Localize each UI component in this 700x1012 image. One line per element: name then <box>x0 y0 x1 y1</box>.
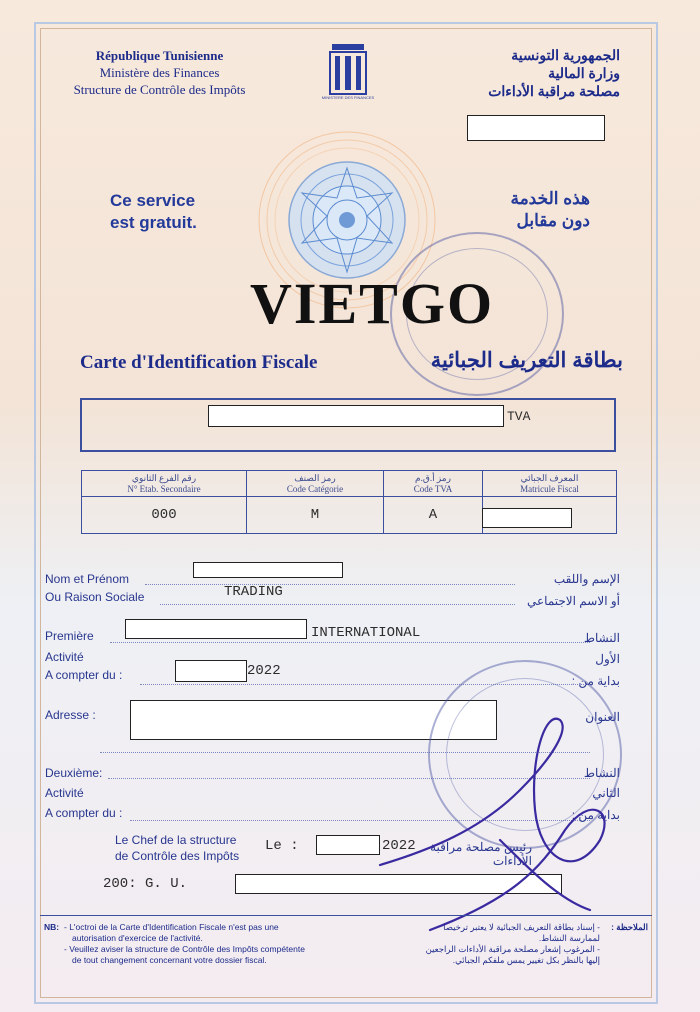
notes-ar-label: الملاحظة : <box>611 922 648 932</box>
notes-fr <box>64 922 364 966</box>
raison-dotted-line <box>160 604 515 605</box>
header-fr-line1: République Tunisienne <box>95 48 224 63</box>
name-dotted-line <box>145 584 515 585</box>
code-header-tva <box>384 471 483 497</box>
nb-label: NB: <box>44 922 60 932</box>
watermark: VIETGO <box>250 271 495 336</box>
code-line: 200: G. U. <box>103 876 188 892</box>
premiere-value: INTERNATIONAL <box>311 625 421 641</box>
code-header-matricule <box>483 471 617 497</box>
notes-fr-line3: - Veuillez aviser la structure de Contrôle des Impôts compétente <box>64 944 305 954</box>
redacted-tva-number <box>208 405 504 427</box>
service-fr <box>110 190 197 234</box>
notes-fr-line2: autorisation d'exercice de l'activité. <box>72 933 203 943</box>
name-label-ar: الإسم واللقب <box>553 572 620 586</box>
code-header-matricule-fr: Matricule Fiscal <box>520 483 579 494</box>
emblem-caption: MINISTERE DES FINANCES <box>321 95 375 100</box>
code-value-tva: A <box>384 497 483 534</box>
header-ar <box>440 46 620 100</box>
redacted-activity <box>125 619 307 639</box>
le-value: 2022 <box>382 838 416 854</box>
code-header-categorie-fr: Code Catégorie <box>286 483 344 494</box>
code-header-tva-fr: Code TVA <box>413 483 453 494</box>
ministry-emblem <box>322 42 374 104</box>
adresse-label-fr: Adresse : <box>45 708 96 722</box>
header-ar-line2: وزارة المالية <box>548 65 620 81</box>
notes-ar <box>400 922 600 966</box>
code-header-etab <box>82 471 247 497</box>
compter1-value: 2022 <box>247 663 281 679</box>
compter1-label-ar: بداية من : <box>571 674 620 688</box>
activite2-label-fr: Activité <box>45 786 84 800</box>
chef-ar-line2: الأداءات <box>492 854 532 868</box>
notes-ar-line4: إليها بالنظر بكل تغيير يمس ملفكم الجبائي. <box>452 955 600 965</box>
redacted-header-box <box>467 115 605 141</box>
chef-ar-line1: رئيس مصلحة مراقبة <box>430 840 532 854</box>
notes-fr-line4: de tout changement concernant votre dossier fiscal. <box>72 955 267 965</box>
code-header-categorie-ar: رمز الصنف <box>294 472 336 483</box>
code-header-categorie <box>247 471 384 497</box>
header-fr <box>52 47 267 98</box>
header-ar-line3: مصلحة مراقبة الأداءات <box>488 83 620 99</box>
header-ar-line1: الجمهورية التونسية <box>511 47 620 63</box>
compter1-label-fr: A compter du : <box>45 668 123 682</box>
service-ar-line2: دون مقابل <box>516 211 590 230</box>
deuxieme-label-ar: النشاط <box>583 766 620 780</box>
le-label: Le : <box>265 838 299 854</box>
compter2-label-fr: A compter du : <box>45 806 123 820</box>
code-value-categorie: M <box>247 497 384 534</box>
redacted-date1 <box>175 660 247 682</box>
service-ar-line1: هذه الخدمة <box>510 189 590 208</box>
code-header-matricule-ar: المعرف الجبائي <box>520 472 579 483</box>
chef-line1: Le Chef de la structure <box>115 833 237 847</box>
notes-ar-line1: - إسناد بطاقة التعريف الجبائية لا يعتبر ترخيصا <box>443 922 600 932</box>
redacted-name <box>193 562 343 578</box>
code-header-etab-ar: رقم الفرع الثانوي <box>131 472 197 483</box>
tva-suffix: TVA <box>507 409 531 424</box>
premiere-dotted-line <box>110 642 590 643</box>
notes-fr-line1: - L'octroi de la Carte d'Identification Fiscale n'est pas une <box>64 922 279 932</box>
notes-ar-line2: لممارسة النشاط. <box>538 933 600 943</box>
activite1-label-fr: Activité <box>45 650 84 664</box>
card-title-fr: Carte d'Identification Fiscale <box>80 352 318 373</box>
activite2-label-ar: الثاني <box>592 786 620 800</box>
premiere-label-ar: النشاط <box>583 631 620 645</box>
adresse-label-ar: العنوان <box>585 710 620 724</box>
notes-ar-line3: - المرغوب إشعار مصلحة مراقبة الأداءات الراجعين <box>425 944 600 954</box>
code-header-etab-fr: N° Etab. Secondaire <box>127 483 201 494</box>
chef-structure <box>115 832 239 864</box>
deuxieme-label-fr: Deuxième: <box>45 766 103 780</box>
premiere-label-fr: Première <box>45 629 94 643</box>
service-fr-line1: Ce service <box>110 191 196 210</box>
raison-value: TRADING <box>224 584 283 600</box>
raison-label-ar: أو الاسم الاجتماعي <box>527 594 620 608</box>
handwritten-signature <box>360 700 620 950</box>
code-header-tva-ar: رمز أ.ق.م <box>415 472 451 483</box>
chef-line2: de Contrôle des Impôts <box>115 849 240 863</box>
header-fr-line3: Structure de Contrôle des Impôts <box>73 82 246 97</box>
activite1-label-ar: الأول <box>595 652 620 666</box>
service-fr-line2: est gratuit. <box>110 213 197 232</box>
raison-label-fr: Ou Raison Sociale <box>45 590 145 604</box>
redacted-matricule <box>482 508 572 528</box>
card-title-ar: بطاقة التعريف الجبائية <box>430 349 623 372</box>
compter2-label-ar: بداية من : <box>571 808 620 822</box>
service-ar <box>440 188 590 232</box>
header-fr-line2: Ministère des Finances <box>99 65 220 80</box>
name-label-fr: Nom et Prénom <box>45 572 130 586</box>
code-value-etab: 000 <box>82 497 247 534</box>
